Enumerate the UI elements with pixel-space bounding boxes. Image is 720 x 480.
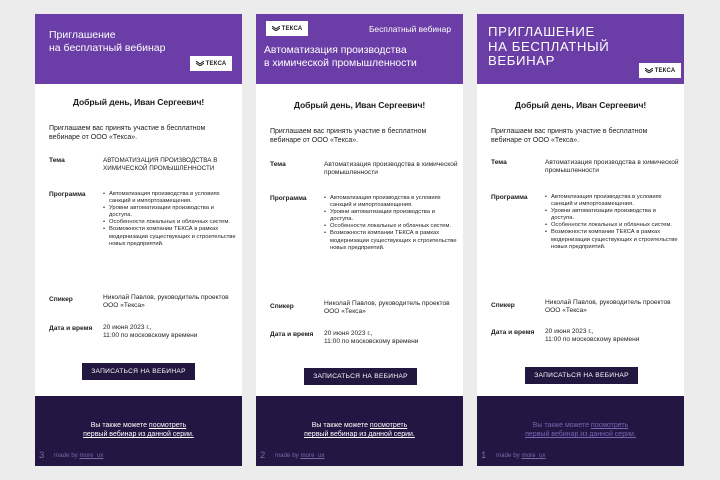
more-ux-link[interactable]: more_ux xyxy=(300,452,325,459)
variant-number: 2 xyxy=(260,450,266,461)
texa-logo-icon xyxy=(196,61,204,66)
register-webinar-button[interactable]: ЗАПИСАТЬСЯ НА ВЕБИНАР xyxy=(82,363,195,380)
email-body xyxy=(256,84,463,396)
texa-logo-icon xyxy=(645,68,653,73)
program-list xyxy=(324,195,458,252)
watch-first-webinar-link-cont[interactable]: первый вебинар из данной серии. xyxy=(304,431,415,439)
datetime-label: Дата и время xyxy=(491,329,535,336)
program-item: • Уровни автоматизации производства и доступа. xyxy=(103,205,237,219)
intro-text: Приглашаем вас принять участие в бесплатном вебинаре от ООО «Текса». xyxy=(49,125,206,141)
more-ux-link[interactable]: more_ux xyxy=(79,452,104,459)
email-card-variant-a xyxy=(35,14,242,466)
program-item: • Возможности компании ТЕКСА в рамках модернизации существующих и строительстве новых предприятий. xyxy=(103,226,237,247)
email-header xyxy=(477,14,684,84)
program-item: • Особенности локальных и облачных систем. xyxy=(103,219,237,226)
watch-first-webinar-link-cont[interactable]: первый вебинар из данной серии. xyxy=(525,431,636,439)
program-label: Программа xyxy=(491,194,528,201)
program-item: • Возможности компании ТЕКСА в рамках модернизации существующих и строительстве новых предприятий. xyxy=(324,230,458,251)
webinar-badge: Бесплатный вебинар xyxy=(368,24,451,34)
program-label: Программа xyxy=(49,191,86,198)
program-item: • Уровни автоматизации производства и доступа. xyxy=(324,209,458,223)
datetime-value: 20 июня 2023 г., 11:00 по московскому времени xyxy=(103,324,198,340)
header-title: Автоматизация производства в химической промышленности xyxy=(264,45,417,70)
more-ux-link[interactable]: more_ux xyxy=(521,452,546,459)
email-footer xyxy=(256,396,463,466)
datetime-value: 20 июня 2023 г., 11:00 по московскому времени xyxy=(324,330,419,346)
greeting: Добрый день, Иван Сергеевич! xyxy=(514,100,647,110)
intro-text: Приглашаем вас принять участие в бесплатном вебинаре от ООО «Текса». xyxy=(270,128,427,144)
register-webinar-button[interactable]: ЗАПИСАТЬСЯ НА ВЕБИНАР xyxy=(304,368,417,385)
speaker-label: Спикер xyxy=(49,296,73,303)
topic-value: АВТОМАТИЗАЦИЯ ПРОИЗВОДСТВА В ХИМИЧЕСКОЙ ПРОМЫШЛЕННОСТИ xyxy=(103,157,218,173)
texa-logo[interactable]: ТЕКСА xyxy=(639,63,681,78)
email-header xyxy=(256,14,463,84)
greeting: Добрый день, Иван Сергеевич! xyxy=(293,100,426,110)
email-card-variant-b xyxy=(256,14,463,466)
speaker-label: Спикер xyxy=(270,303,294,310)
email-body xyxy=(35,84,242,396)
email-card-variant-c xyxy=(477,14,684,466)
email-header xyxy=(35,14,242,84)
intro-text: Приглашаем вас принять участие в бесплатном вебинаре от ООО «Текса». xyxy=(491,128,648,144)
program-item: • Автоматизация производства в условиях санкций и импортозамещения. xyxy=(545,194,679,208)
made-by-credit: made by more_ux xyxy=(275,452,325,459)
texa-logo[interactable]: ТЕКСА xyxy=(266,21,308,36)
topic-label: Тема xyxy=(270,161,286,168)
speaker-value: Николай Павлов, руководитель проектов ООО «Текса» xyxy=(103,294,229,310)
register-webinar-button[interactable]: ЗАПИСАТЬСЯ НА ВЕБИНАР xyxy=(525,367,638,384)
program-item: • Автоматизация производства в условиях санкций и импортозамещения. xyxy=(103,191,237,205)
datetime-label: Дата и время xyxy=(270,331,314,338)
speaker-value: Николай Павлов, руководитель проектов ООО «Текса» xyxy=(324,300,450,316)
program-item: • Автоматизация производства в условиях санкций и импортозамещения. xyxy=(324,195,458,209)
watch-first-webinar-link[interactable]: посмотреть xyxy=(148,422,187,429)
topic-label: Тема xyxy=(491,159,507,166)
texa-logo-icon xyxy=(272,26,280,31)
topic-value: Автоматизация производства в химической промышленности xyxy=(545,159,679,175)
watch-first-webinar-link-cont[interactable]: первый вебинар из данной серии. xyxy=(83,431,194,439)
variant-number: 1 xyxy=(481,450,487,461)
speaker-value: Николай Павлов, руководитель проектов ООО «Текса» xyxy=(545,299,671,315)
variant-number: 3 xyxy=(39,450,45,461)
datetime-value: 20 июня 2023 г., 11:00 по московскому времени xyxy=(545,328,640,344)
program-item: • Особенности локальных и облачных систем. xyxy=(324,223,458,230)
texa-logo[interactable]: ТЕКСА xyxy=(190,56,232,71)
watch-first-webinar-link[interactable]: посмотреть xyxy=(590,422,629,429)
greeting: Добрый день, Иван Сергеевич! xyxy=(72,97,205,107)
datetime-label: Дата и время xyxy=(49,325,93,332)
topic-label: Тема xyxy=(49,157,65,164)
footer-text: Вы также можете посмотреть первый вебинар из данной серии. xyxy=(35,421,242,439)
footer-text: Вы также можете посмотреть первый вебинар из данной серии. xyxy=(256,421,463,439)
program-item: • Возможности компании ТЕКСА в рамках модернизации существующих и строительстве новых предприятий. xyxy=(545,229,679,250)
made-by-credit: made by more_ux xyxy=(496,452,546,459)
program-label: Программа xyxy=(270,195,307,202)
email-footer xyxy=(35,396,242,466)
program-item: • Особенности локальных и облачных систем. xyxy=(545,222,679,229)
made-by-credit: made by more_ux xyxy=(54,452,104,459)
header-title: Приглашение на бесплатный вебинар xyxy=(49,29,166,54)
email-body xyxy=(477,84,684,396)
program-list xyxy=(545,194,679,251)
watch-first-webinar-link[interactable]: посмотреть xyxy=(369,422,408,429)
speaker-label: Спикер xyxy=(491,302,515,309)
program-list xyxy=(103,191,237,248)
footer-text: Вы также можете посмотреть первый вебинар из данной серии. xyxy=(477,421,684,439)
program-item: • Уровни автоматизации производства и доступа. xyxy=(545,208,679,222)
topic-value: Автоматизация производства в химической промышленности xyxy=(324,161,458,177)
email-footer xyxy=(477,396,684,466)
header-title: ПРИГЛАШЕНИЕ НА БЕСПЛАТНЫЙ ВЕБИНАР xyxy=(488,24,610,69)
